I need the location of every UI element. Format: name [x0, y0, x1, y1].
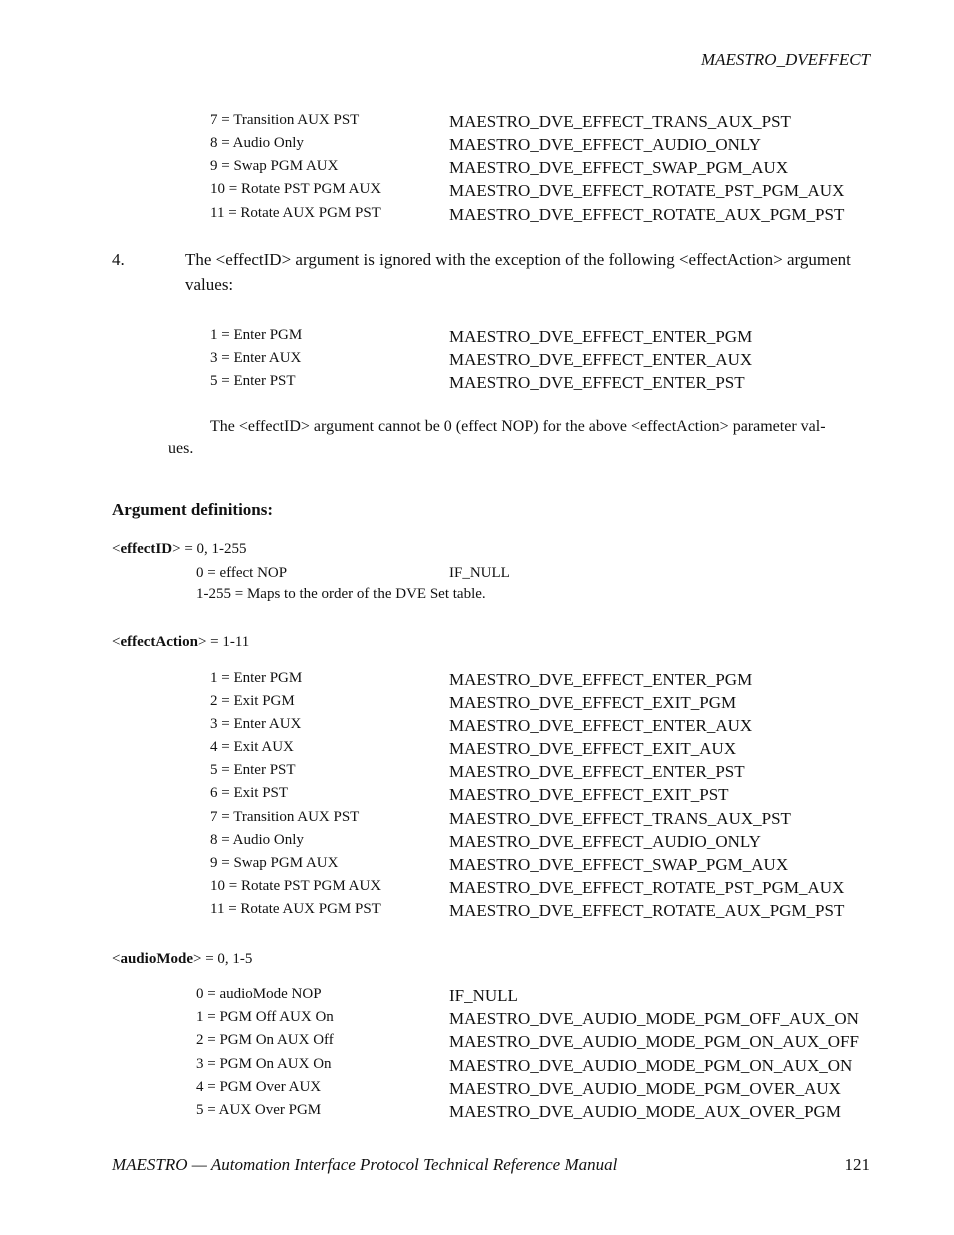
arg-name: effectAction — [120, 634, 198, 650]
option-constant: MAESTRO_DVE_EFFECT_ROTATE_PST_PGM_AUX — [449, 878, 845, 897]
option-label: 2 = PGM On AUX Off — [196, 1032, 334, 1048]
option-constant: MAESTRO_DVE_EFFECT_TRANS_AUX_PST — [449, 112, 791, 131]
option-constant: MAESTRO_DVE_AUDIO_MODE_PGM_OFF_AUX_ON — [449, 1009, 859, 1028]
option-constant: MAESTRO_DVE_EFFECT_SWAP_PGM_AUX — [449, 158, 789, 177]
option-label: 4 = PGM Over AUX — [196, 1079, 322, 1095]
option-label: 0 = audioMode NOP — [196, 986, 322, 1002]
option-constant: MAESTRO_DVE_EFFECT_AUDIO_ONLY — [449, 135, 761, 154]
option-constant: MAESTRO_DVE_EFFECT_ROTATE_PST_PGM_AUX — [449, 181, 845, 200]
option-label: 9 = Swap PGM AUX — [210, 158, 339, 174]
option-label: 5 = AUX Over PGM — [196, 1102, 322, 1118]
note-text-line1: The <effectID> argument is ignored with the exception of the following <effectAction> argument — [185, 250, 851, 269]
option-label: 4 = Exit AUX — [210, 739, 294, 755]
option-label: 10 = Rotate PST PGM AUX — [210, 878, 382, 894]
option-label: 9 = Swap PGM AUX — [210, 855, 339, 871]
option-label: 0 = effect NOP — [196, 565, 288, 581]
option-constant: MAESTRO_DVE_EFFECT_ENTER_PST — [449, 762, 745, 781]
option-label: 8 = Audio Only — [210, 135, 304, 151]
arg-definition-effectID — [112, 541, 247, 558]
option-constant: MAESTRO_DVE_EFFECT_EXIT_AUX — [449, 739, 737, 758]
option-constant: MAESTRO_DVE_AUDIO_MODE_PGM_ON_AUX_ON — [449, 1056, 853, 1075]
arg-range: > = 0, 1-255 — [172, 541, 247, 557]
option-constant: MAESTRO_DVE_AUDIO_MODE_PGM_OVER_AUX — [449, 1079, 841, 1098]
arg-range: > = 1-11 — [197, 634, 250, 650]
arg-note: 1-255 = Maps to the order of the DVE Set table. — [196, 586, 486, 602]
arg-name: audioMode — [120, 951, 193, 967]
note-text-line2: values: — [185, 275, 234, 294]
section-heading: Argument definitions: — [112, 500, 274, 519]
option-constant: MAESTRO_DVE_EFFECT_EXIT_PST — [449, 785, 729, 804]
footer-title: MAESTRO — Automation Interface Protocol Technical Reference Manual — [112, 1155, 618, 1174]
option-constant: MAESTRO_DVE_EFFECT_EXIT_PGM — [449, 693, 737, 712]
option-label: 11 = Rotate AUX PGM PST — [210, 205, 381, 221]
option-label: 7 = Transition AUX PST — [210, 809, 360, 825]
option-constant: MAESTRO_DVE_AUDIO_MODE_AUX_OVER_PGM — [449, 1102, 841, 1121]
option-label: 2 = Exit PGM — [210, 693, 295, 709]
option-constant: MAESTRO_DVE_EFFECT_ENTER_AUX — [449, 716, 753, 735]
option-label: 5 = Enter PST — [210, 373, 296, 389]
option-label: 7 = Transition AUX PST — [210, 112, 360, 128]
option-label: 1 = Enter PGM — [210, 327, 303, 343]
arg-open: < — [112, 541, 121, 557]
option-constant: MAESTRO_DVE_AUDIO_MODE_PGM_ON_AUX_OFF — [449, 1032, 859, 1051]
note-followup-line2: ues. — [168, 440, 194, 457]
option-constant: MAESTRO_DVE_EFFECT_ENTER_AUX — [449, 350, 753, 369]
note-followup-line1: The <effectID> argument cannot be 0 (effect NOP) for the above <effectAction> parameter val- — [210, 418, 826, 435]
running-header: MAESTRO_DVEFFECT — [700, 50, 870, 69]
option-constant: IF_NULL — [449, 986, 518, 1005]
option-constant: MAESTRO_DVE_EFFECT_TRANS_AUX_PST — [449, 809, 791, 828]
arg-range: > = 0, 1-5 — [192, 951, 253, 967]
page-number: 121 — [844, 1155, 870, 1174]
option-constant: MAESTRO_DVE_EFFECT_ENTER_PST — [449, 373, 745, 392]
option-constant: MAESTRO_DVE_EFFECT_ENTER_PGM — [449, 670, 753, 689]
option-label: 3 = Enter AUX — [210, 716, 302, 732]
option-label: 3 = PGM On AUX On — [196, 1056, 332, 1072]
option-constant: MAESTRO_DVE_EFFECT_ROTATE_AUX_PGM_PST — [449, 901, 845, 920]
option-label: 10 = Rotate PST PGM AUX — [210, 181, 382, 197]
option-label: 8 = Audio Only — [210, 832, 304, 848]
arg-definition-effectAction — [112, 634, 249, 651]
arg-name: effectID — [120, 541, 173, 557]
option-constant: MAESTRO_DVE_EFFECT_ROTATE_AUX_PGM_PST — [449, 205, 845, 224]
option-label: 11 = Rotate AUX PGM PST — [210, 901, 381, 917]
option-constant: MAESTRO_DVE_EFFECT_SWAP_PGM_AUX — [449, 855, 789, 874]
option-constant: MAESTRO_DVE_EFFECT_ENTER_PGM — [449, 327, 753, 346]
option-label: 1 = PGM Off AUX On — [196, 1009, 334, 1025]
option-label: 3 = Enter AUX — [210, 350, 302, 366]
option-label: 1 = Enter PGM — [210, 670, 303, 686]
arg-definition-audioMode — [112, 951, 252, 968]
note-number: 4. — [112, 250, 125, 269]
arg-open: < — [112, 634, 121, 650]
option-label: 6 = Exit PST — [210, 785, 289, 801]
option-label: 5 = Enter PST — [210, 762, 296, 778]
arg-open: < — [112, 951, 121, 967]
option-constant: MAESTRO_DVE_EFFECT_AUDIO_ONLY — [449, 832, 761, 851]
option-constant: IF_NULL — [449, 565, 510, 581]
